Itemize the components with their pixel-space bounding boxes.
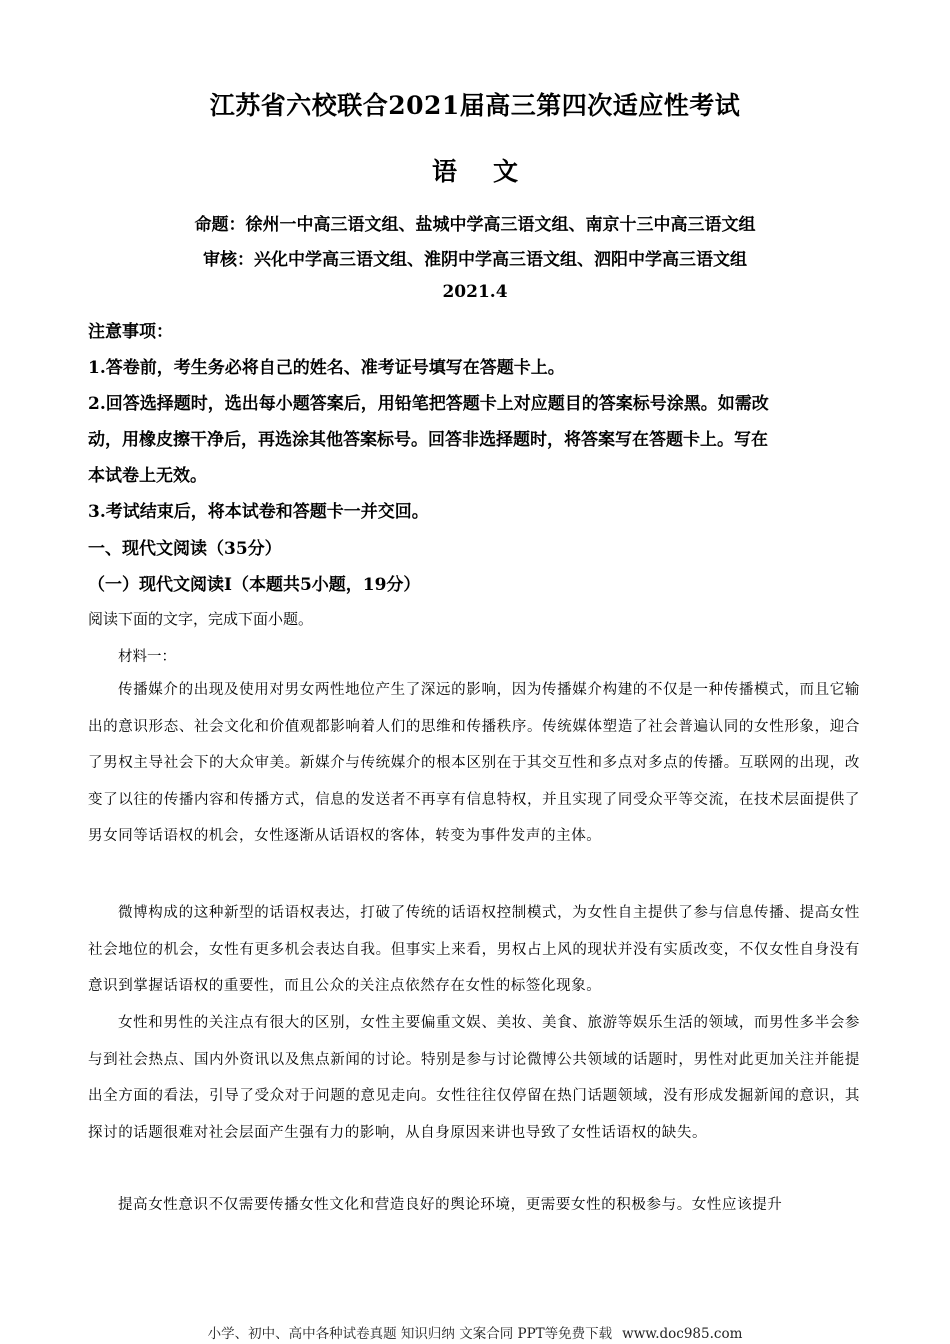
- section-heading: 一、现代文阅读（35分）: [88, 539, 282, 559]
- exam-date: 2021.4: [442, 282, 508, 302]
- paragraph-4: 提高女性意识不仅需要传播女性文化和营造良好的舆论环境，更需要女性的积极参与。女性应该提升: [118, 1197, 783, 1213]
- page-footer: [0, 1322, 950, 1342]
- reviewers-line: 审核：兴化中学高三语文组、淮阴中学高三语文组、泗阳中学高三语文组: [203, 250, 747, 270]
- note-item-1: 1.答卷前，考生务必将自己的姓名、准考证号填写在答题卡上。: [88, 358, 565, 378]
- subject-title: [0, 152, 950, 188]
- subsection-heading: （一）现代文阅读Ⅰ（本题共5小题，19分）: [88, 575, 421, 595]
- footer-url[interactable]: www.doc985.com: [622, 1326, 743, 1342]
- subject-char-2: 文: [493, 157, 519, 186]
- paragraph-3: 女性和男性的关注点有很大的区别，女性主要偏重文娱、美妆、美食、旅游等娱乐生活的领域，而男性多半会参与到社会热点、国内外资讯以及焦点新闻的讨论。特别是参与讨论微博公共领域的话题时，男性对此更加关注并能提出全方面的看法，引导了受众对于问题的意见走向。女性往往仅停留在热门话题领域，没有形成发掘新闻的意识，其探讨的话题很难对社会层面产生强有力的影响，从自身原因来讲也导致了女性话语权的缺失。: [88, 1015, 860, 1141]
- footer-text: 小学、初中、高中各种试卷真题 知识归纳 文案合同 PPT等免费下载: [207, 1326, 613, 1342]
- paragraph-2: 微博构成的这种新型的话语权表达，打破了传统的话语权控制模式，为女性自主提供了参与信息传播、提高女性社会地位的机会，女性有更多机会表达自我。但事实上来看，男权占上风的现状并没有实质改变，不仅女性自身没有意识到掌握话语权的重要性，而且公众的关注点依然存在女性的标签化现象。: [88, 905, 860, 995]
- notes-block: [88, 314, 868, 530]
- note-item-3: 3.考试结束后，将本试卷和答题卡一并交回。: [88, 502, 429, 522]
- notes-heading: 注意事项：: [88, 322, 173, 342]
- reading-instruction: 阅读下面的文字，完成下面小题。: [88, 610, 314, 628]
- exam-title: 江苏省六校联合2021届高三第四次适应性考试: [209, 91, 741, 120]
- note-item-2-line-1: 2.回答选择题时，选出每小题答案后，用铅笔把答题卡上对应题目的答案标号涂黑。如需改: [88, 394, 769, 414]
- material-label: 材料一：: [118, 649, 176, 665]
- note-item-2-line-3: 本试卷上无效。: [88, 466, 207, 486]
- paragraph-1: 传播媒介的出现及使用对男女两性地位产生了深远的影响，因为传播媒介构建的不仅是一种传播模式，而且它输出的意识形态、社会文化和价值观都影响着人们的思维和传播秩序。传统媒体塑造了社会普遍认同的女性形象，迎合了男权主导社会下的大众审美。新媒介与传统媒介的根本区别在于其交互性和多点对多点的传播。互联网的出现，改变了以往的传播内容和传播方式，信息的发送者不再享有信息特权，并且实现了同受众平等交流，在技术层面提供了男女同等话语权的机会，女性逐渐从话语权的客体，转变为事件发声的主体。: [88, 682, 860, 845]
- subject-char-1: 语: [431, 157, 457, 186]
- note-item-2-line-2: 动，用橡皮擦干净后，再选涂其他答案标号。回答非选择题时，将答案写在答题卡上。写在: [88, 430, 768, 450]
- setters-line: 命题：徐州一中高三语文组、盐城中学高三语文组、南京十三中高三语文组: [194, 215, 756, 235]
